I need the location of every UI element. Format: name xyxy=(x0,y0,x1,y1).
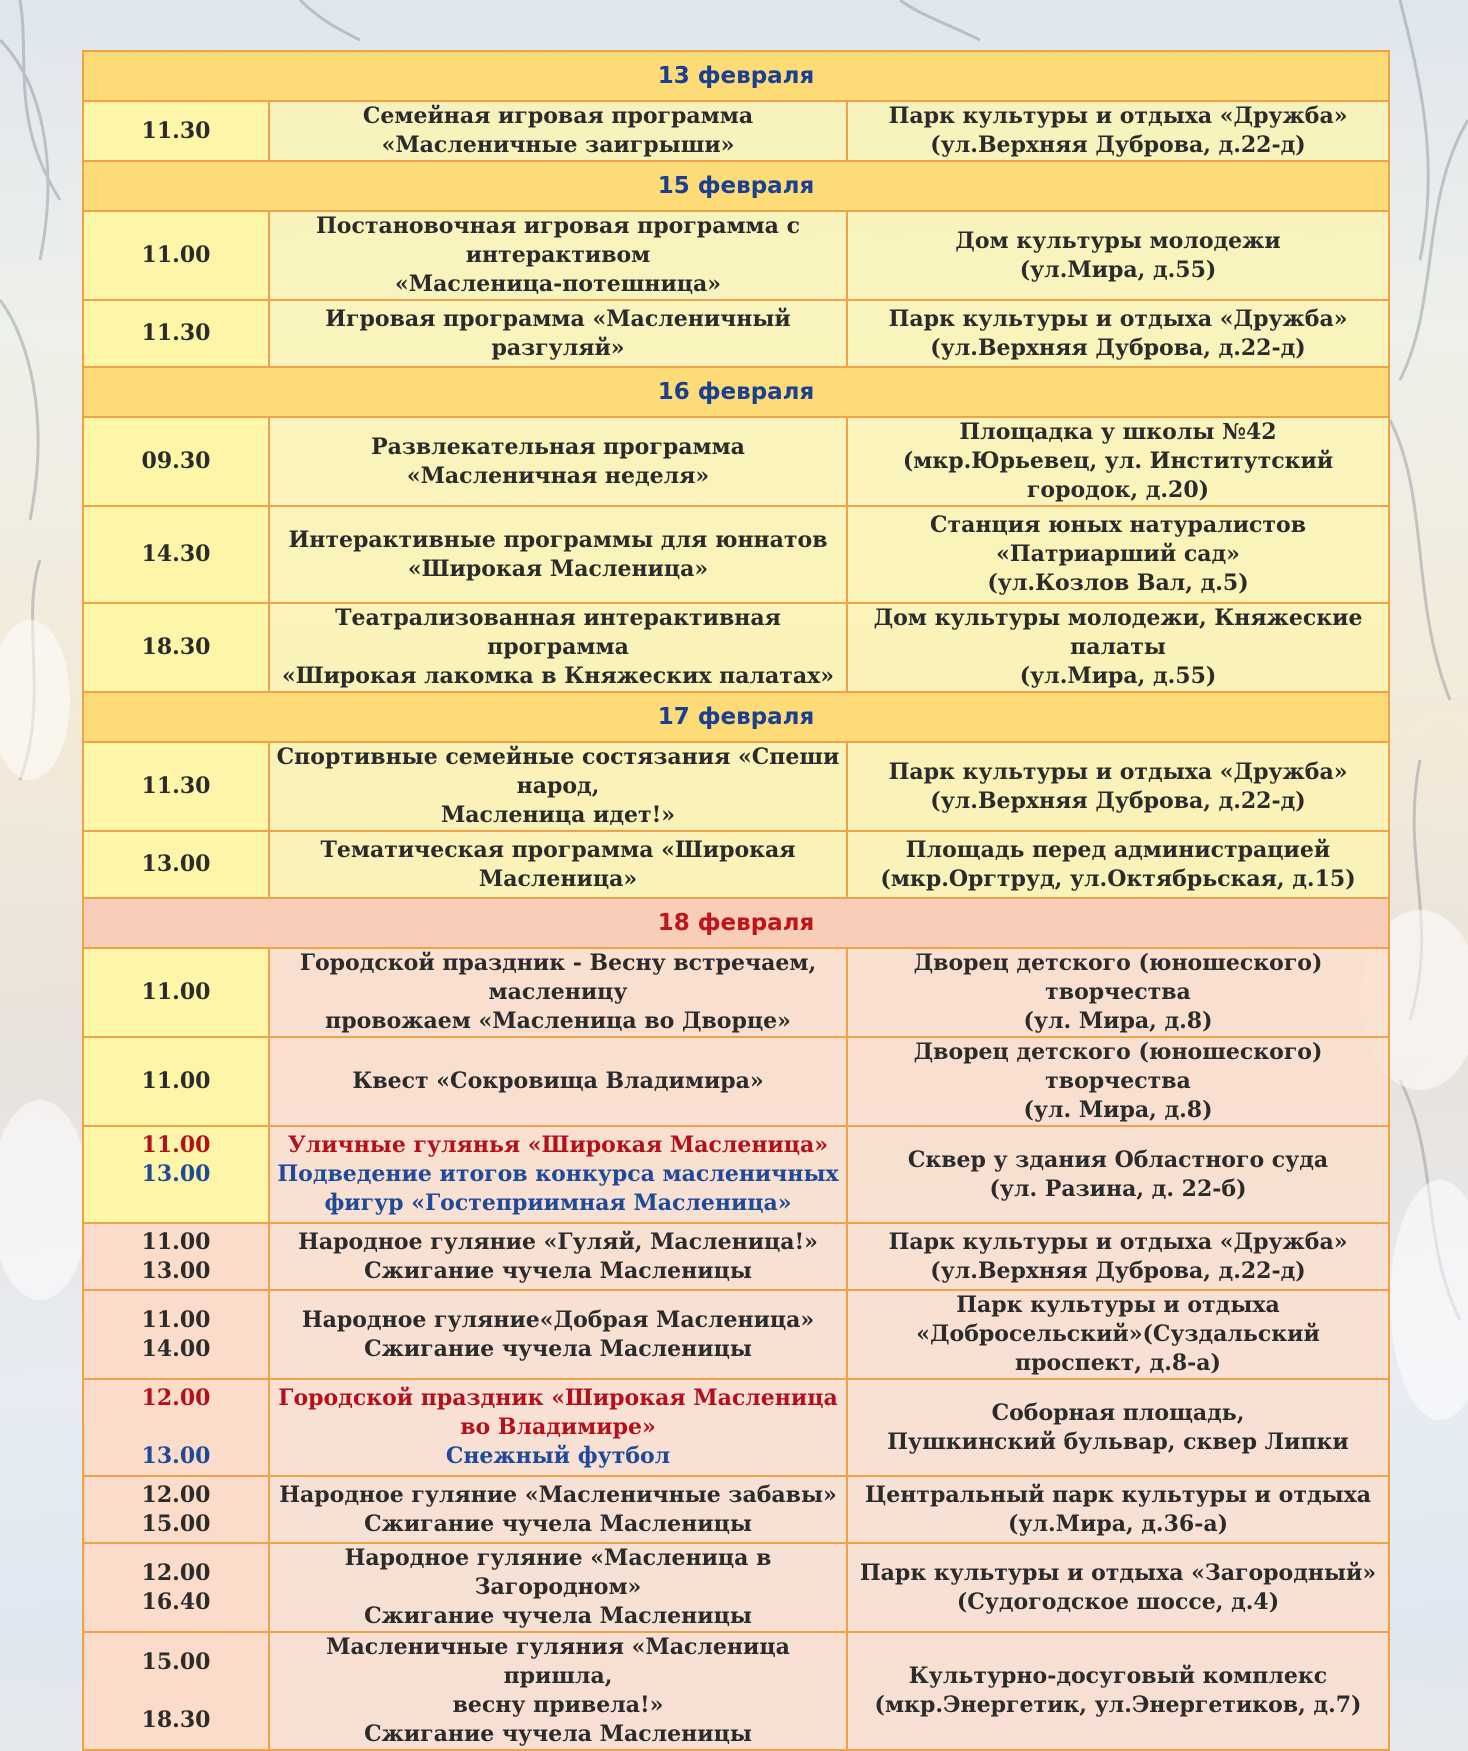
event-place: Дом культуры молодежи (ул.Мира, д.55) xyxy=(847,211,1389,300)
event-title: Народное гуляние «Масленичные забавы» Сжигание чучела Масленицы xyxy=(269,1476,847,1543)
event-time: 12.00 15.00 xyxy=(83,1476,269,1543)
event-place: Площадка у школы №42 (мкр.Юрьевец, ул. Институтский городок, д.20) xyxy=(847,417,1389,506)
day-header: 13 февраля xyxy=(83,51,1389,101)
event-time: 11.00 xyxy=(83,211,269,300)
event-time: 15.00 18.30 xyxy=(83,1632,269,1750)
event-place: Сквер у здания Областного суда (ул. Разина, д. 22-б) xyxy=(847,1126,1389,1223)
event-time: 11.30 xyxy=(83,742,269,831)
event-place: Станция юных натуралистов «Патриарший сад» (ул.Козлов Вал, д.5) xyxy=(847,506,1389,603)
event-place: Парк культуры и отдыха «Дружба» (ул.Верхняя Дуброва, д.22-д) xyxy=(847,1223,1389,1290)
event-time: 11.00 14.00 xyxy=(83,1290,269,1379)
event-title: Масленичные гуляния «Масленица пришла, весну привела!» Сжигание чучела Масленицы xyxy=(269,1632,847,1750)
event-time: 11.00 xyxy=(83,948,269,1037)
event-time: 11.30 xyxy=(83,300,269,367)
event-time: 13.00 xyxy=(83,831,269,898)
event-title: Театрализованная интерактивная программа «Широкая лакомка в Княжеских палатах» xyxy=(269,603,847,692)
event-title: Развлекательная программа «Масленичная неделя» xyxy=(269,417,847,506)
event-place: Площадь перед администрацией (мкр.Оргтруд, ул.Октябрьская, д.15) xyxy=(847,831,1389,898)
event-place: Парк культуры и отдыха «Дружба» (ул.Верхняя Дуброва, д.22-д) xyxy=(847,300,1389,367)
event-time: 11.00 xyxy=(83,1037,269,1126)
event-time: 09.30 xyxy=(83,417,269,506)
event-time: 14.30 xyxy=(83,506,269,603)
schedule-table xyxy=(82,50,1390,1751)
day-header: 17 февраля xyxy=(83,692,1389,742)
event-title: Уличные гулянья «Широкая Масленица» Подведение итогов конкурса масленичных фигур «Гостеприимная Масленица» xyxy=(269,1126,847,1223)
event-title: Спортивные семейные состязания «Спеши народ, Масленица идет!» xyxy=(269,742,847,831)
event-place: Культурно-досуговый комплекс (мкр.Энергетик, ул.Энергетиков, д.7) xyxy=(847,1632,1389,1750)
day-header: 16 февраля xyxy=(83,367,1389,417)
day-header: 15 февраля xyxy=(83,161,1389,211)
event-title: Народное гуляние «Масленица в Загородном» Сжигание чучела Масленицы xyxy=(269,1543,847,1632)
event-place: Дом культуры молодежи, Княжеские палаты (ул.Мира, д.55) xyxy=(847,603,1389,692)
event-time: 11.30 xyxy=(83,101,269,161)
event-title: Постановочная игровая программа с интерактивом «Масленица-потешница» xyxy=(269,211,847,300)
event-title: Народное гуляние «Гуляй, Масленица!» Сжигание чучела Масленицы xyxy=(269,1223,847,1290)
event-place: Парк культуры и отдыха «Добросельский»(Суздальский проспект, д.8-а) xyxy=(847,1290,1389,1379)
event-title: Интерактивные программы для юннатов «Широкая Масленица» xyxy=(269,506,847,603)
event-place: Парк культуры и отдыха «Дружба» (ул.Верхняя Дуброва, д.22-д) xyxy=(847,101,1389,161)
event-place: Дворец детского (юношеского) творчества (ул. Мира, д.8) xyxy=(847,948,1389,1037)
event-title: Городской праздник - Весну встречаем, масленицу провожаем «Масленица во Дворце» xyxy=(269,948,847,1037)
event-place: Парк культуры и отдыха «Загородный» (Судогодское шоссе, д.4) xyxy=(847,1543,1389,1632)
event-title: Квест «Сокровища Владимира» xyxy=(269,1037,847,1126)
day-header: 18 февраля xyxy=(83,898,1389,948)
event-time: 12.00 16.40 xyxy=(83,1543,269,1632)
event-place: Парк культуры и отдыха «Дружба» (ул.Верхняя Дуброва, д.22-д) xyxy=(847,742,1389,831)
event-title: Тематическая программа «Широкая Масленица» xyxy=(269,831,847,898)
event-title: Народное гуляние«Добрая Масленица» Сжигание чучела Масленицы xyxy=(269,1290,847,1379)
event-place: Центральный парк культуры и отдыха (ул.Мира, д.36-а) xyxy=(847,1476,1389,1543)
event-time: 11.00 13.00 xyxy=(83,1223,269,1290)
event-title: Семейная игровая программа «Масленичные заигрыши» xyxy=(269,101,847,161)
event-place: Соборная площадь, Пушкинский бульвар, сквер Липки xyxy=(847,1379,1389,1476)
event-place: Дворец детского (юношеского) творчества (ул. Мира, д.8) xyxy=(847,1037,1389,1126)
event-time: 11.00 13.00 xyxy=(83,1126,269,1223)
event-title: Городской праздник «Широкая Масленица во Владимире» Снежный футбол xyxy=(269,1379,847,1476)
event-title: Игровая программа «Масленичный разгуляй» xyxy=(269,300,847,367)
event-time: 18.30 xyxy=(83,603,269,692)
event-time: 12.00 13.00 xyxy=(83,1379,269,1476)
